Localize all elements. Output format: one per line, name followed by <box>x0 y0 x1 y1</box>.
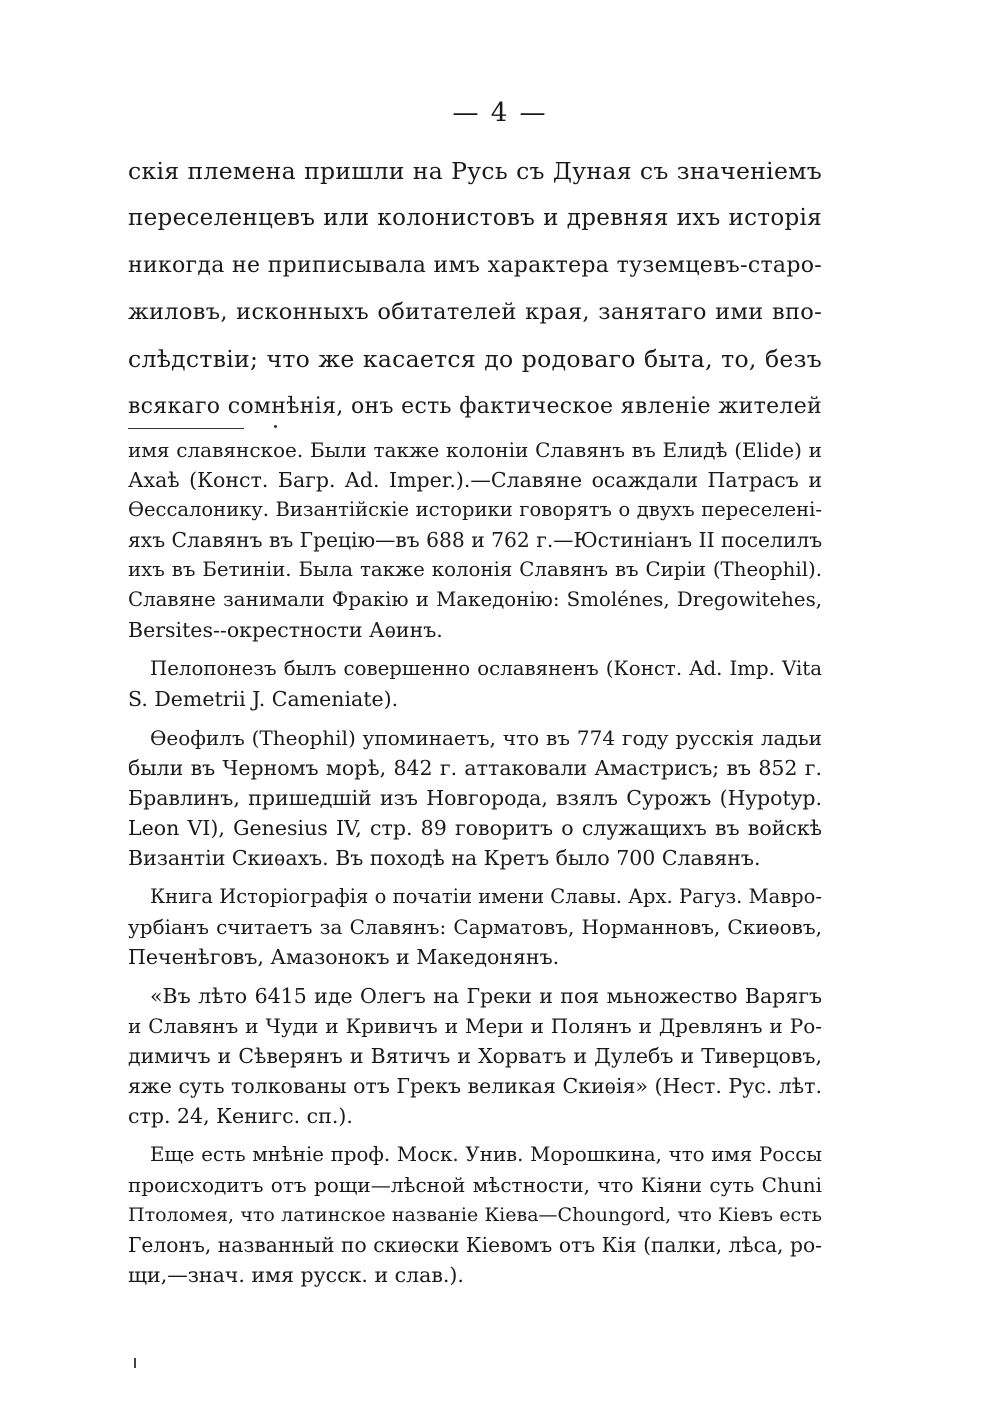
footnote-line: Ѳеофилъ (Theophil) упоминаетъ, что въ 774 году русскія ладьи <box>150 726 822 750</box>
main-text-line: жиловъ, исконныхъ обитателей края, занятаго ими впо- <box>128 299 822 325</box>
footnote-paragraph <box>128 723 822 873</box>
page-number: — 4 — <box>452 98 548 128</box>
main-text-line: всякаго сомнѣнія, онъ есть фактическое явленіе жителей <box>128 394 822 419</box>
footnote-separator <box>128 428 244 429</box>
footnote-paragraph <box>128 882 822 972</box>
footnote-line: яже суть толкованы отъ Грекъ великая Скиѳія» (Нест. Рус. лѣт. <box>128 1074 822 1098</box>
footnote-line: стр. 24, Кенигс. сп.). <box>128 1104 353 1128</box>
footnote-line: происходитъ отъ рощи—лѣсной мѣстности, что Кіяни суть Chuni <box>128 1173 822 1197</box>
footnote-line: и Славянъ и Чуди и Кривичъ и Мери и Полянъ и Древлянъ и Ро- <box>128 1014 822 1038</box>
main-text-line: никогда не приписывала имъ характера туземцевъ-старо- <box>128 253 822 278</box>
footnote-line: имя славянское. Были также колоніи Славянъ въ Елидѣ (Elide) и <box>128 438 822 462</box>
footnote-line: Славяне занимали Фракію и Македонію: Smolénes, Dregowitehes, <box>128 588 822 611</box>
footnote-separator-dot <box>274 425 277 428</box>
footnote-line: Ахаѣ (Конст. Багр. Ad. Imper.).—Славяне осаждали Патрасъ и <box>128 468 822 492</box>
footnote-line: Leon VI), Genesius IV, стр. 89 говоритъ о служащихъ въ войскѣ <box>128 816 822 840</box>
footnote-line: Bersites--окрестности Аѳинъ. <box>128 618 443 642</box>
footnote-line: Птоломея, что латинское названіе Кіева—Choungord, что Кіевъ есть <box>128 1204 822 1226</box>
footnote-paragraph <box>128 654 822 714</box>
footnote-line: ихъ въ Бетиніи. Была также колонія Славянъ въ Сиріи (Theophil). <box>128 558 822 581</box>
footnote-line: «Въ лѣто 6415 иде Олегъ на Греки и поя мьножество Варягъ <box>150 984 822 1008</box>
footnote-line: яхъ Славянъ въ Грецію—въ 688 и 762 г.—Юстиніанъ II поселилъ <box>128 528 822 552</box>
footnote-line: Пелопонезъ былъ совершенно ославяненъ (Конст. Ad. Imp. Vita <box>150 657 822 680</box>
footnote-line: Книга Исторіографія о початіи имени Славы. Арх. Рагуз. Мавро- <box>150 885 822 908</box>
footnote-line: Еще есть мнѣніе проф. Моск. Унив. Морошкина, что имя Россы <box>150 1143 822 1166</box>
main-text <box>128 148 822 430</box>
footnote-paragraph <box>128 435 822 645</box>
footnote-line: S. Demetrii J. Cameniate). <box>128 687 399 711</box>
footnotes <box>128 435 822 1299</box>
footnote-line: Ѳессалонику. Византійскіе историки говорятъ о двухъ переселені- <box>128 498 822 521</box>
footnote-line: Печенѣговъ, Амазонокъ и Македонянъ. <box>128 945 560 969</box>
footnote-line: Гелонъ, названный по скиѳски Кіевомъ отъ Кія (палки, лѣса, ро- <box>128 1233 822 1257</box>
main-text-line: слѣдствіи; что же касается до родоваго быта, то, безъ <box>128 345 822 373</box>
footnote-line: Бравлинъ, пришедшій изъ Новгорода, взялъ Сурожъ (Hypotyp. <box>128 786 822 810</box>
footnote-line: были въ Черномъ морѣ, 842 г. аттаковали Амастрисъ; въ 852 г. <box>128 756 822 780</box>
footnote-line: Византіи Скиѳахъ. Въ походѣ на Кретъ было 700 Славянъ. <box>128 846 761 870</box>
stray-ink-mark <box>134 1358 136 1368</box>
main-text-line: переселенцевъ или колонистовъ и древняя ихъ исторія <box>128 205 822 231</box>
footnote-line: урбіанъ считаетъ за Славянъ: Сарматовъ, Норманновъ, Скиѳовъ, <box>128 915 822 939</box>
main-text-line: скія племена пришли на Русь съ Дуная съ значеніемъ <box>128 157 822 185</box>
footnote-paragraph <box>128 981 822 1131</box>
footnote-paragraph <box>128 1140 822 1290</box>
footnote-line: димичъ и Сѣверянъ и Вятичъ и Хорватъ и Дулебъ и Тиверцовъ, <box>128 1044 822 1068</box>
footnote-line: щи,—знач. имя русск. и слав.). <box>128 1263 464 1287</box>
